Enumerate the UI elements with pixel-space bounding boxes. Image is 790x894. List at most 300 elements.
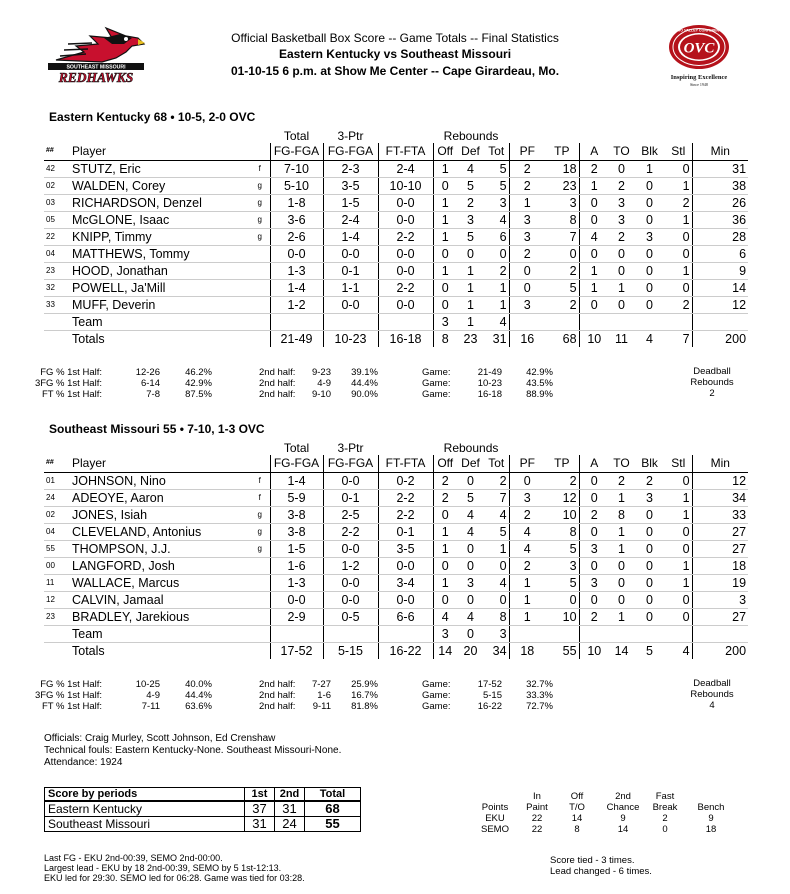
stat-a: 1 [579, 177, 609, 194]
stat-tot: 4 [484, 506, 509, 523]
stat-pf: 3 [509, 228, 545, 245]
score-by-periods [44, 787, 361, 832]
player-name: BRADLEY, Jarekious [70, 608, 250, 625]
total-ft: 16-18 [378, 330, 433, 347]
team-stat-def: 0 [457, 625, 484, 642]
blank-cell [579, 313, 609, 330]
ts-head-2nd: 2nd [615, 791, 631, 802]
stat-def: 0 [457, 557, 484, 574]
pct-label: 3FG % 1st Half: [34, 378, 102, 389]
blank-cell [692, 128, 748, 143]
ts-head-fast: Fast [655, 791, 675, 802]
team-row [44, 625, 748, 642]
stat-off: 2 [433, 472, 457, 489]
stat-pf: 0 [509, 262, 545, 279]
stat-stl: 0 [665, 472, 692, 489]
logo-arc-text: OHIO VALLEY CONFERENCE [673, 28, 725, 33]
pct-game-pct: 43.5% [526, 378, 553, 389]
stat-def: 2 [457, 194, 484, 211]
stat-off: 2 [433, 489, 457, 506]
stat-def: 1 [457, 262, 484, 279]
total-tot: 34 [484, 642, 509, 659]
blank-cell [634, 128, 665, 143]
stat-tp3: 2-4 [323, 211, 378, 228]
pct-row [40, 367, 748, 378]
col-group-3ptr: 3-Ptr [337, 440, 364, 455]
blank-cell [44, 128, 70, 143]
blank-cell [665, 625, 692, 642]
logo-since: Since 1948 [690, 82, 708, 87]
pct-1st-half: 12-26 [135, 367, 160, 378]
blank-cell [44, 330, 70, 347]
stat-stl: 0 [665, 279, 692, 296]
player-number: 05 [44, 211, 70, 228]
pct-2nd-half-pct: 16.7% [351, 690, 378, 701]
player-name: McGLONE, Isaac [70, 211, 250, 228]
stat-def: 0 [457, 472, 484, 489]
player-number: 42 [44, 160, 70, 177]
pct-game-pct: 33.3% [526, 690, 553, 701]
player-row [44, 540, 748, 557]
player-number: 02 [44, 177, 70, 194]
stat-tp3: 0-1 [323, 489, 378, 506]
stat-off: 0 [433, 245, 457, 262]
pct-2nd-half-pct: 81.8% [351, 701, 378, 712]
col-header-fg: FG-FGA [270, 143, 323, 160]
stat-a: 3 [579, 540, 609, 557]
total-tp: 55 [545, 642, 579, 659]
pct-game-pct: 32.7% [526, 679, 553, 690]
stat-a: 0 [579, 211, 609, 228]
stat-blk: 0 [634, 574, 665, 591]
player-position: f [250, 472, 270, 489]
col-header-stl: Stl [665, 455, 692, 472]
stat-blk: 0 [634, 540, 665, 557]
player-number: 00 [44, 557, 70, 574]
stat-fg: 5-9 [270, 489, 323, 506]
stat-stl: 0 [665, 245, 692, 262]
stat-min: 31 [692, 160, 748, 177]
col-header-tot: Tot [484, 143, 509, 160]
ts-paint: 22 [531, 813, 543, 824]
player-position: g [250, 228, 270, 245]
totals-label: Totals [70, 330, 250, 347]
deadball-label: Deadball [693, 366, 731, 377]
game-info [44, 733, 341, 769]
ts-to: 8 [574, 824, 580, 835]
periods-1st-score: 31 [245, 817, 275, 832]
stat-fg: 7-10 [270, 160, 323, 177]
stat-tot: 6 [484, 228, 509, 245]
player-name: HOOD, Jonathan [70, 262, 250, 279]
stat-fg: 1-4 [270, 279, 323, 296]
stat-ft: 0-0 [378, 262, 433, 279]
stat-stl: 1 [665, 211, 692, 228]
stat-a: 0 [579, 557, 609, 574]
logo-tagline: Inspiring Excellence [670, 74, 728, 81]
stat-def: 4 [457, 608, 484, 625]
periods-team-name: Southeast Missouri [45, 817, 245, 832]
stat-pf: 2 [509, 160, 545, 177]
pct-2nd-half-pct: 25.9% [351, 679, 378, 690]
player-name: JONES, Isiah [70, 506, 250, 523]
stat-pf: 1 [509, 608, 545, 625]
player-number: 04 [44, 245, 70, 262]
stat-a: 2 [579, 608, 609, 625]
stat-off: 0 [433, 279, 457, 296]
totals-label: Totals [70, 642, 250, 659]
stat-blk: 0 [634, 211, 665, 228]
total-ft: 16-22 [378, 642, 433, 659]
led-for: EKU led for 29:30. SEMO led for 06:28. Game was tied for 03:28. [44, 873, 305, 883]
stat-to: 0 [609, 574, 634, 591]
pct-row [34, 690, 748, 701]
total-min: 200 [692, 330, 748, 347]
stat-tot: 3 [484, 194, 509, 211]
stat-off: 0 [433, 506, 457, 523]
stat-tp3: 3-5 [323, 177, 378, 194]
player-row [44, 296, 748, 313]
stat-stl: 1 [665, 177, 692, 194]
stat-tp: 0 [545, 245, 579, 262]
stat-ft: 0-0 [378, 591, 433, 608]
periods-header-2nd: 2nd [275, 788, 305, 802]
pct-1st-half-pct: 44.4% [185, 690, 212, 701]
stat-a: 0 [579, 245, 609, 262]
player-name: THOMPSON, J.J. [70, 540, 250, 557]
pct-game: 21-49 [477, 367, 502, 378]
col-header-blk: Blk [634, 455, 665, 472]
blank-cell [250, 128, 270, 143]
team-stat-off: 3 [433, 625, 457, 642]
player-row [44, 472, 748, 489]
pct-2nd-half: 1-6 [317, 690, 331, 701]
blank-cell [692, 313, 748, 330]
stat-tot: 0 [484, 591, 509, 608]
stat-tp: 2 [545, 296, 579, 313]
stat-to: 1 [609, 279, 634, 296]
stat-off: 1 [433, 228, 457, 245]
blank-cell [270, 313, 323, 330]
stat-tp: 5 [545, 279, 579, 296]
ts-head-to: T/O [569, 802, 585, 813]
stat-min: 3 [692, 591, 748, 608]
player-row [44, 523, 748, 540]
periods-total-score: 68 [305, 801, 361, 817]
blank-cell [509, 625, 545, 642]
stat-blk: 2 [634, 472, 665, 489]
stat-blk: 0 [634, 194, 665, 211]
stat-min: 9 [692, 262, 748, 279]
periods-header-1st: 1st [245, 788, 275, 802]
stat-to: 1 [609, 540, 634, 557]
player-number: 22 [44, 228, 70, 245]
stat-def: 1 [457, 296, 484, 313]
pct-1st-half: 7-11 [141, 701, 160, 712]
stat-pf: 2 [509, 177, 545, 194]
stat-stl: 1 [665, 489, 692, 506]
stat-def: 4 [457, 506, 484, 523]
stat-ft: 0-0 [378, 211, 433, 228]
player-position: f [250, 489, 270, 506]
stat-tp3: 0-1 [323, 262, 378, 279]
stat-pf: 3 [509, 211, 545, 228]
player-position [250, 262, 270, 279]
col-header-a: A [579, 143, 609, 160]
stat-off: 1 [433, 194, 457, 211]
blank-cell [44, 625, 70, 642]
stat-tp: 3 [545, 557, 579, 574]
totals-row [44, 330, 748, 347]
stat-pf: 3 [509, 489, 545, 506]
ts-to: 14 [571, 813, 583, 824]
player-name: POWELL, Ja'Mill [70, 279, 250, 296]
technical-fouls: Technical fouls: Eastern Kentucky-None. Southeast Missouri-None. [44, 745, 342, 756]
stat-fg: 1-8 [270, 194, 323, 211]
attendance: Attendance: 1924 [44, 757, 123, 768]
player-position: g [250, 194, 270, 211]
stat-min: 14 [692, 279, 748, 296]
player-number: 01 [44, 472, 70, 489]
stat-fg: 1-3 [270, 574, 323, 591]
stat-tot: 4 [484, 574, 509, 591]
player-row [44, 506, 748, 523]
stat-min: 38 [692, 177, 748, 194]
player-number: 11 [44, 574, 70, 591]
stat-tp3: 2-2 [323, 523, 378, 540]
player-number: 03 [44, 194, 70, 211]
stat-tp: 7 [545, 228, 579, 245]
player-position [250, 245, 270, 262]
stat-def: 3 [457, 574, 484, 591]
ts-head-bench: Bench [697, 802, 725, 813]
col-header-to: TO [609, 455, 634, 472]
stat-def: 4 [457, 523, 484, 540]
stat-tp: 2 [545, 262, 579, 279]
stat-stl: 0 [665, 608, 692, 625]
stat-min: 26 [692, 194, 748, 211]
stat-fg: 3-6 [270, 211, 323, 228]
total-min: 200 [692, 642, 748, 659]
stat-blk: 0 [634, 245, 665, 262]
col-header-ft: FT-FTA [378, 455, 433, 472]
stat-to: 1 [609, 489, 634, 506]
stat-min: 27 [692, 540, 748, 557]
stat-tp: 8 [545, 211, 579, 228]
logo-word: REDHAWKS [58, 70, 134, 84]
stat-def: 5 [457, 489, 484, 506]
pct-game-label: Game: [422, 701, 451, 712]
player-number: 55 [44, 540, 70, 557]
stat-tot: 5 [484, 177, 509, 194]
col-group-rebounds: Rebounds [443, 128, 499, 143]
stat-tp: 0 [545, 591, 579, 608]
ts-fast: 2 [662, 813, 668, 824]
stat-tp3: 0-0 [323, 540, 378, 557]
col-header-3ptr: FG-FGA [323, 455, 378, 472]
stat-tp3: 1-1 [323, 279, 378, 296]
stat-a: 2 [579, 506, 609, 523]
stat-min: 18 [692, 557, 748, 574]
player-number: 02 [44, 506, 70, 523]
stat-off: 0 [433, 557, 457, 574]
stat-to: 0 [609, 160, 634, 177]
stat-pf: 3 [509, 296, 545, 313]
stat-tp: 10 [545, 506, 579, 523]
pct-2nd-half-pct: 90.0% [351, 389, 378, 400]
redhawks-logo [46, 22, 146, 84]
player-position: g [250, 211, 270, 228]
stat-stl: 2 [665, 194, 692, 211]
stat-to: 0 [609, 557, 634, 574]
player-number: 23 [44, 262, 70, 279]
stat-tot: 1 [484, 279, 509, 296]
stat-a: 0 [579, 194, 609, 211]
last-fg: Last FG - EKU 2nd-00:39, SEMO 2nd-00:00. [44, 853, 223, 863]
pct-2nd-half: 9-11 [312, 701, 331, 712]
pct-game-label: Game: [422, 389, 451, 400]
blank-cell [250, 313, 270, 330]
col-group-rebounds: Rebounds [443, 440, 499, 455]
stat-ft: 0-1 [378, 523, 433, 540]
blank-cell [665, 128, 692, 143]
blank-cell [545, 440, 579, 455]
blank-cell [609, 625, 634, 642]
deadball-value: 4 [709, 700, 715, 711]
stat-tot: 0 [484, 557, 509, 574]
player-row [44, 160, 748, 177]
stat-fg: 2-9 [270, 608, 323, 625]
player-row [44, 557, 748, 574]
player-position: g [250, 177, 270, 194]
player-position [250, 574, 270, 591]
stat-ft: 0-0 [378, 245, 433, 262]
stat-min: 33 [692, 506, 748, 523]
col-header-tp: TP [545, 143, 579, 160]
deadball-rebounds-eku [682, 366, 742, 399]
stat-fg: 0-0 [270, 245, 323, 262]
col-header-blk: Blk [634, 143, 665, 160]
stat-to: 0 [609, 591, 634, 608]
stat-min: 36 [692, 211, 748, 228]
stat-min: 6 [692, 245, 748, 262]
pct-label: FG % 1st Half: [40, 679, 102, 690]
stat-stl: 0 [665, 540, 692, 557]
stat-tot: 5 [484, 523, 509, 540]
blank-cell [70, 440, 250, 455]
player-name: CALVIN, Jamaal [70, 591, 250, 608]
stat-stl: 0 [665, 228, 692, 245]
total-to: 11 [609, 330, 634, 347]
blank-cell [634, 440, 665, 455]
ovc-logo [643, 20, 755, 90]
deadball-label: Deadball [693, 678, 731, 689]
pct-game-label: Game: [422, 679, 451, 690]
pct-game: 10-23 [477, 378, 502, 389]
col-header-number: ## [44, 455, 70, 472]
blank-cell [665, 440, 692, 455]
player-name: WALLACE, Marcus [70, 574, 250, 591]
stat-a: 3 [579, 574, 609, 591]
player-row [44, 608, 748, 625]
stat-ft: 2-2 [378, 279, 433, 296]
stat-pf: 1 [509, 194, 545, 211]
pct-2nd-half-label: 2nd half: [259, 378, 296, 389]
player-position [250, 557, 270, 574]
stat-off: 1 [433, 262, 457, 279]
total-tp: 68 [545, 330, 579, 347]
ts-chance: 9 [620, 813, 626, 824]
pct-1st-half-pct: 87.5% [185, 389, 212, 400]
stat-tp3: 0-0 [323, 245, 378, 262]
blank-cell [509, 440, 545, 455]
stat-tp3: 1-5 [323, 194, 378, 211]
game-footer-notes [44, 853, 305, 883]
player-position [250, 608, 270, 625]
pct-1st-half-pct: 42.9% [185, 378, 212, 389]
pct-1st-half-pct: 63.6% [185, 701, 212, 712]
total-off: 14 [433, 642, 457, 659]
pct-row [34, 378, 748, 389]
player-name: ADEOYE, Aaron [70, 489, 250, 506]
player-number: 23 [44, 608, 70, 625]
pct-game-label: Game: [422, 690, 451, 701]
stat-tp3: 1-4 [323, 228, 378, 245]
player-position: f [250, 160, 270, 177]
player-name: WALDEN, Corey [70, 177, 250, 194]
stat-off: 1 [433, 574, 457, 591]
col-group-total: Total [283, 440, 310, 455]
player-name: STUTZ, Eric [70, 160, 250, 177]
lead-changes [550, 855, 652, 877]
stat-to: 1 [609, 608, 634, 625]
stat-tp: 5 [545, 574, 579, 591]
pct-label: FG % 1st Half: [40, 367, 102, 378]
pct-game: 16-22 [477, 701, 502, 712]
stat-fg: 1-6 [270, 557, 323, 574]
stat-tot: 0 [484, 245, 509, 262]
player-number: 24 [44, 489, 70, 506]
stat-off: 0 [433, 296, 457, 313]
total-stl: 7 [665, 330, 692, 347]
stat-blk: 0 [634, 506, 665, 523]
pct-2nd-half: 7-27 [311, 679, 331, 690]
stat-stl: 0 [665, 523, 692, 540]
blank-cell [44, 313, 70, 330]
stat-blk: 0 [634, 608, 665, 625]
stat-to: 2 [609, 177, 634, 194]
player-row [44, 489, 748, 506]
pct-2nd-half: 9-10 [311, 389, 331, 400]
team-stat-def: 1 [457, 313, 484, 330]
player-position [250, 279, 270, 296]
stat-tp: 8 [545, 523, 579, 540]
total-pf: 18 [509, 642, 545, 659]
ts-bench: 18 [705, 824, 717, 835]
stat-ft: 0-2 [378, 472, 433, 489]
stat-stl: 1 [665, 262, 692, 279]
stat-tp: 2 [545, 472, 579, 489]
header-title: Official Basketball Box Score -- Game Totals -- Final Statistics [231, 31, 559, 45]
stat-tot: 2 [484, 472, 509, 489]
stat-ft: 6-6 [378, 608, 433, 625]
stat-def: 5 [457, 177, 484, 194]
pct-2nd-half: 4-9 [317, 378, 331, 389]
pct-1st-half: 10-25 [135, 679, 160, 690]
periods-1st-score: 37 [245, 801, 275, 817]
player-row [44, 245, 748, 262]
blank-cell [323, 313, 378, 330]
